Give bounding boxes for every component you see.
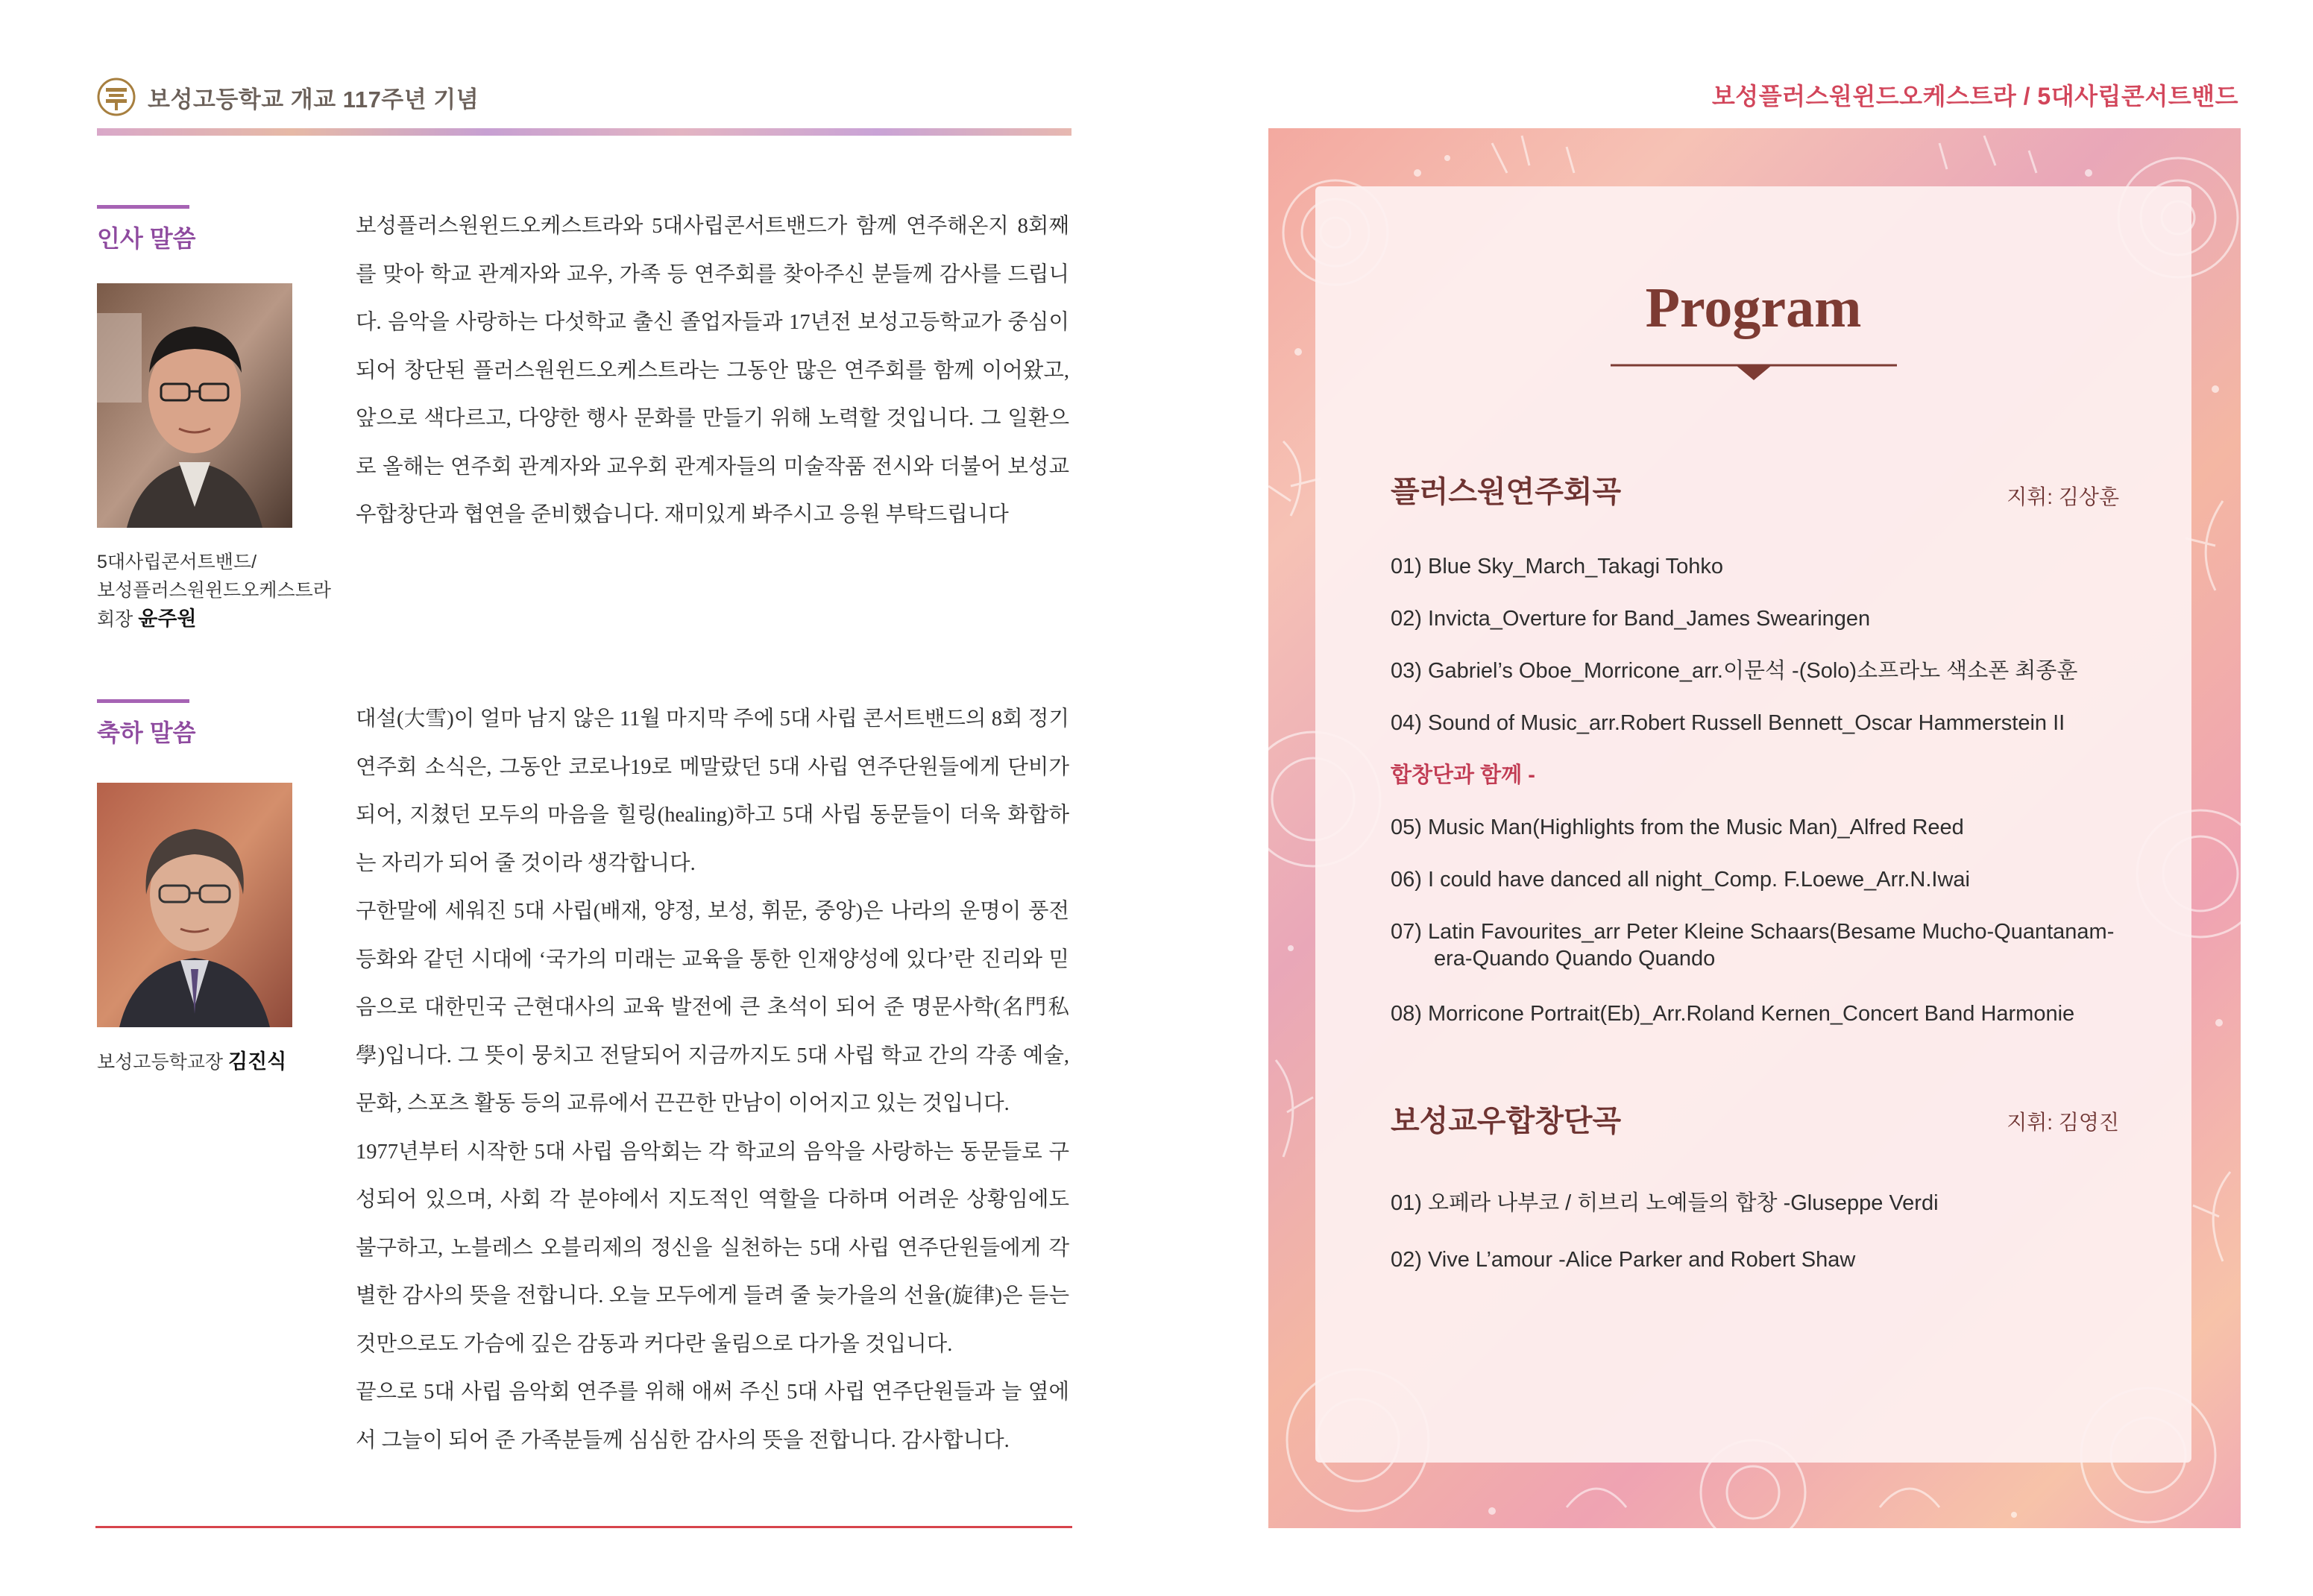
section-title-choir: 보성교우합창단곡 (1391, 1105, 1622, 1138)
president-role: 회장 (97, 609, 133, 630)
left-header (97, 75, 479, 119)
conductor-plusone: 지휘: 김상훈 (2007, 485, 2119, 508)
congrats-paragraph: 구한말에 세워진 5대 사립(배재, 양정, 보성, 휘문, 중앙)은 나라의 운명이 풍전등화와 같던 시대에 ‘국가의 미래는 교육을 통한 인재양성에 있다’란 진리와 믿음으로 대한민국 근현대사의 교육 발전에 큰 초석이 되어 준 명문사학(名門私學)입니다. 그 뜻이 뭉치고 전달되어 지금까지도 5대 사립 학교 간의 각종 예술, 문화, 스포츠 활동 등의 교류에서 끈끈한 만남이 이어지고 있는 것입니다. (356, 900, 1069, 1115)
bottom-divider (95, 1526, 1072, 1528)
program-item: 08) Morricone Portrait(Eb)_Arr.Roland Kernen_Concert Band Harmonie (1391, 1002, 2075, 1026)
president-caption-line1: 5대사립콘서트밴드/ (97, 552, 257, 573)
conductor-choir: 지휘: 김영진 (2007, 1111, 2119, 1134)
congrats-paragraph: 대설(大雪)이 얼마 남지 않은 11월 마지막 주에 5대 사립 콘서트밴드의 8회 정기연주회 소식은, 그동안 코로나19로 메말랐던 5대 사립 연주단원들에게 단비가 되어, 지쳤던 모두의 마음을 힐링(healing)하고 5대 사립 동문들이 더욱 화합하는 자리가 되어 줄 것이라 생각합니다. (356, 707, 1069, 875)
program-item: 05) Music Man(Highlights from the Music Man)_Alfred Reed (1391, 816, 1964, 839)
program-title: Program (1645, 277, 1862, 339)
president-caption (97, 548, 331, 634)
program-item: 03) Gabriel’s Oboe_Morricone_arr.이문석 -(Solo)소프라노 색소폰 최종훈 (1391, 659, 2078, 683)
program-item: 06) I could have danced all night_Comp. F.Loewe_Arr.N.Iwai (1391, 868, 1970, 892)
president-name: 윤주원 (138, 608, 197, 630)
president-caption-line2: 보성플러스원윈드오케스트라 (97, 580, 331, 601)
program-item: 02) Vive L’amour -Alice Parker and Robert Shaw (1391, 1248, 1856, 1272)
program-item: 01) Blue Sky_March_Takagi Tohko (1391, 555, 1723, 578)
president-caption-line3 (97, 605, 331, 634)
greeting-label: 인사 말씀 (97, 220, 196, 254)
program-item: 02) Invicta_Overture for Band_James Swearingen (1391, 607, 1871, 631)
program-item-line1: 07) Latin Favourites_arr Peter Kleine Schaars(Besame Mucho-Quantanam- (1391, 920, 2115, 944)
section-title-plusone: 플러스원연주회곡 (1391, 476, 1622, 508)
principal-role: 보성고등학교장 (97, 1052, 224, 1073)
portrait-president (97, 283, 292, 528)
congrats-body (356, 696, 1069, 1465)
program-list-choir (1391, 1190, 2136, 1299)
program-subheading: 합창단과 함께 - (1391, 763, 1535, 787)
congrats-label: 축하 말씀 (97, 714, 196, 748)
left-header-title: 보성고등학교 개교 117주년 기념 (148, 86, 479, 113)
congrats-paragraph: 끝으로 5대 사립 음악회 연주를 위해 애써 주신 5대 사립 연주단원들과 늘 옆에서 그늘이 되어 준 가족분들께 심심한 감사의 뜻을 전합니다. 감사합니다. (356, 1381, 1069, 1452)
header-decorative-bar (97, 128, 1071, 136)
greeting-paragraph: 보성플러스원윈드오케스트라와 5대사립콘서트밴드가 함께 연주해온지 8회째를 맞아 학교 관계자와 교우, 가족 등 연주회를 찾아주신 분들께 감사를 드립니다. 음악을 사랑하는 다섯학교 출신 졸업자들과 17년전 보성고등학교가 중심이 되어 창단된 플러스원윈드오케스트라는 그동안 많은 연주회를 함께 이어왔고, 앞으로 색다르고, 다양한 행사 문화를 만들기 위해 노력할 것입니다. 그 일환으로 올해는 연주회 관계자와 교우회 관계자들의 미술작품 전시와 더불어 보성교우합창단과 협연을 준비했습니다. 재미있게 봐주시고 응원 부탁드립니다 (356, 215, 1069, 526)
left-page (0, 0, 1156, 1596)
title-divider-icon (1611, 358, 1897, 380)
school-emblem-icon (97, 78, 136, 116)
greeting-body (356, 203, 1069, 540)
principal-caption (97, 1047, 286, 1076)
portrait-principal (97, 783, 292, 1027)
congrats-paragraph: 1977년부터 시작한 5대 사립 음악회는 각 학교의 음악을 사랑하는 동문들로 구성되어 있으며, 사회 각 분야에서 지도적인 역할을 다하며 어려운 상황임에도 불구하고, 노블레스 오블리제의 정신을 실천하는 5대 사립 연주단원들에게 각별한 감사의 뜻을 전합니다. 오늘 모두에게 들려 줄 늦가을의 선율(旋律)은 듣는 것만으로도 가슴에 깊은 감동과 커다란 울림으로 다가올 것입니다. (356, 1140, 1069, 1356)
program-item: 01) 오페라 나부코 / 히브리 노예들의 합창 -Gluseppe Verdi (1391, 1191, 1939, 1215)
program-item (1391, 918, 2136, 1000)
program-item: 04) Sound of Music_arr.Robert Russell Bennett_Oscar Hammerstein II (1391, 711, 2065, 735)
principal-name: 김진식 (228, 1050, 287, 1073)
program-item-line2: era-Quando Quando Quando (1434, 947, 1716, 971)
right-header-title: 보성플러스원윈드오케스트라 / 5대사립콘서트밴드 (1711, 83, 2238, 110)
program-list-plusone (1391, 553, 2136, 1053)
